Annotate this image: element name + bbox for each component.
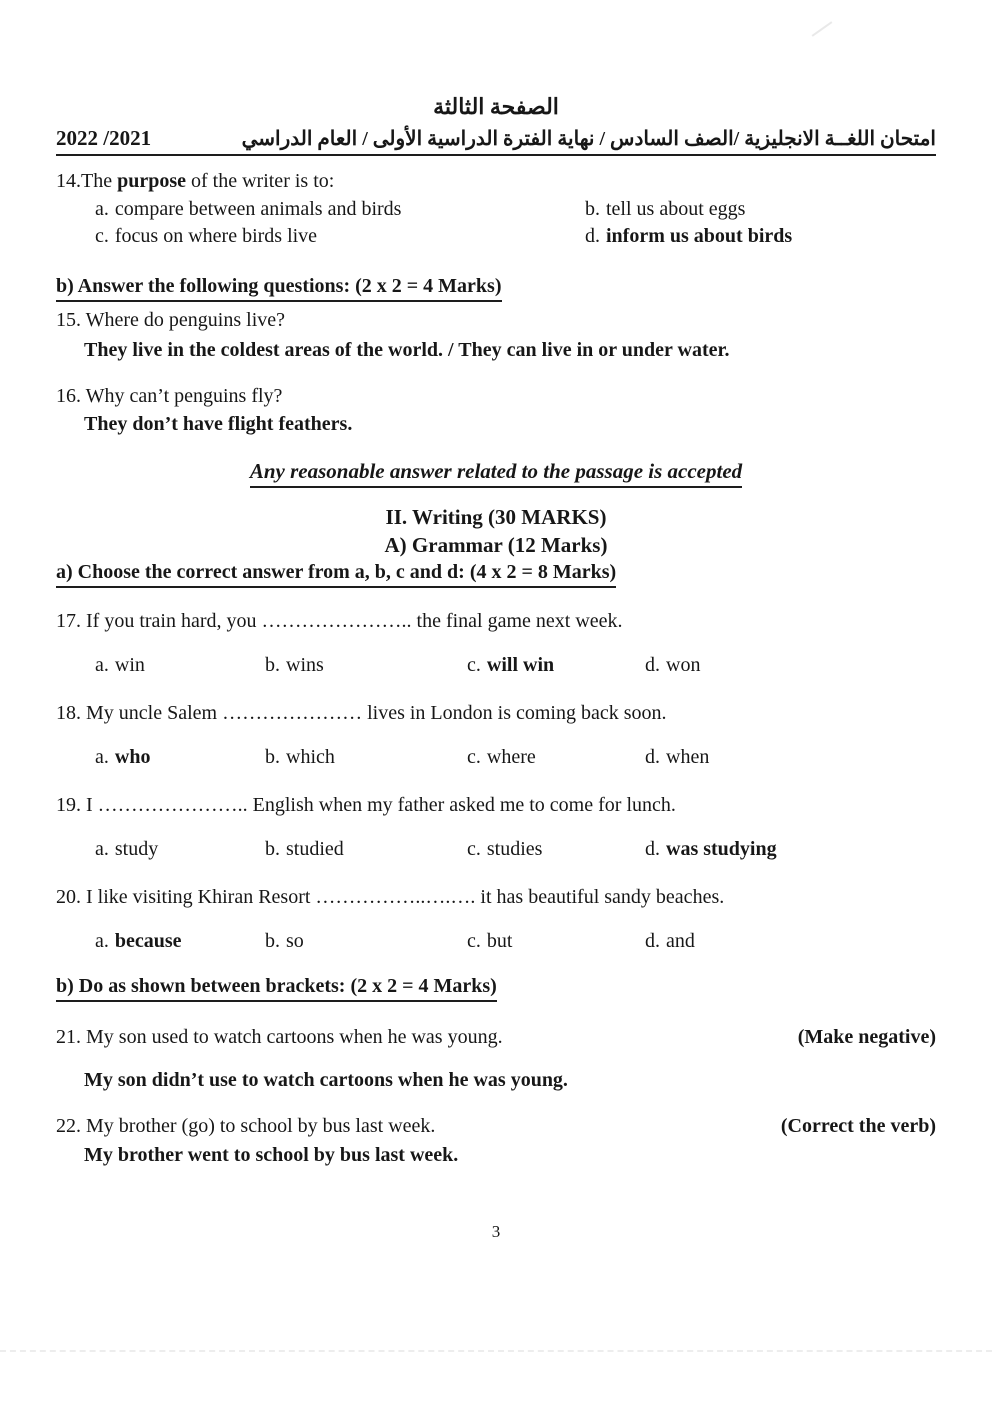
- question-22-row: [56, 1113, 936, 1140]
- option-text: win: [114, 654, 145, 676]
- writing-section-title: II. Writing (30 MARKS): [385, 505, 607, 529]
- page-number: 3: [491, 1222, 501, 1241]
- option-b: [585, 196, 936, 223]
- question-16-text: 16. Why can’t penguins fly?: [56, 385, 283, 407]
- option-text: which: [286, 746, 335, 768]
- note-wrap: [56, 459, 936, 488]
- option-text: studies: [486, 838, 543, 860]
- option-letter: a.: [95, 930, 109, 952]
- header-academic-year: 2022 /2021: [56, 126, 152, 150]
- option-letter: c.: [467, 838, 481, 860]
- option-text: will win: [486, 654, 555, 676]
- section-heading-wrap: [56, 974, 936, 1002]
- option-letter: b.: [265, 654, 280, 676]
- option-text: where: [486, 746, 536, 768]
- option-b: [265, 928, 467, 954]
- option-text: compare between animals and birds: [114, 198, 402, 220]
- question-20-text: 20. I like visiting Khiran Resort ……………..….…. it has beautiful sandy beaches.: [56, 886, 725, 908]
- option-text: studied: [286, 838, 344, 860]
- question-20-options: [56, 928, 936, 954]
- question-22-bracket-instruction: (Correct the verb): [780, 1115, 936, 1137]
- question-17-options: [56, 652, 936, 678]
- option-letter: c.: [467, 654, 481, 676]
- section-heading-do-as-shown: b) Do as shown between brackets: (2 x 2 = 4 Marks): [56, 974, 497, 1002]
- header-exam-info-row: [56, 126, 936, 156]
- question-21-row: [56, 1024, 936, 1051]
- option-text: so: [286, 930, 304, 952]
- option-letter: a.: [95, 838, 109, 860]
- option-text: tell us about eggs: [606, 198, 746, 220]
- option-b: [265, 652, 467, 678]
- option-a: [95, 744, 265, 770]
- option-d: [645, 928, 936, 954]
- option-d: [645, 836, 936, 862]
- option-text: focus on where birds live: [114, 225, 318, 247]
- option-letter: a.: [95, 198, 109, 220]
- question-19-text: 19. I ………………….. English when my father asked me to come for lunch.: [56, 794, 676, 816]
- option-c: [467, 652, 645, 678]
- option-text: won: [666, 654, 701, 676]
- option-letter: c.: [467, 746, 481, 768]
- question-16-answer: They don’t have flight feathers.: [84, 413, 353, 435]
- option-text: but: [486, 930, 513, 952]
- option-letter: d.: [645, 654, 660, 676]
- question-15-answer: They live in the coldest areas of the world. / They can live in or under water.: [84, 339, 730, 361]
- option-a: [95, 836, 265, 862]
- option-c: [467, 928, 645, 954]
- option-letter: b.: [265, 838, 280, 860]
- option-d: [645, 652, 936, 678]
- section-heading-wrap: [56, 560, 936, 588]
- option-d: [585, 223, 936, 250]
- option-letter: b.: [585, 198, 600, 220]
- option-letter: d.: [645, 838, 660, 860]
- option-text: and: [666, 930, 695, 952]
- note-any-reasonable-answer: Any reasonable answer related to the passage is accepted: [250, 459, 742, 488]
- question-22-text: 22. My brother (go) to school by bus last week.: [56, 1115, 436, 1137]
- question-14-suffix: of the writer is to:: [186, 170, 335, 192]
- section-heading-choose-correct: a) Choose the correct answer from a, b, c and d: (4 x 2 = 8 Marks): [56, 560, 616, 588]
- option-letter: a.: [95, 746, 109, 768]
- question-22-answer: My brother went to school by bus last week.: [84, 1144, 459, 1166]
- option-b: [265, 744, 467, 770]
- header-page-label-arabic: الصفحة الثالثة: [433, 94, 559, 119]
- grammar-section-title: A) Grammar (12 Marks): [384, 533, 608, 557]
- question-21-answer: My son didn’t use to watch cartoons when he was young.: [84, 1069, 568, 1091]
- option-a: [95, 928, 265, 954]
- option-c: [467, 744, 645, 770]
- question-21-text: 21. My son used to watch cartoons when he was young.: [56, 1026, 503, 1048]
- option-a: [95, 652, 265, 678]
- option-text: was studying: [666, 838, 777, 860]
- option-text: wins: [286, 654, 324, 676]
- question-18-options: [56, 744, 936, 770]
- question-21-bracket-instruction: (Make negative): [797, 1026, 936, 1048]
- option-text: when: [666, 746, 710, 768]
- option-a: [95, 196, 585, 223]
- option-letter: a.: [95, 654, 109, 676]
- option-c: [95, 223, 585, 250]
- option-letter: c.: [467, 930, 481, 952]
- question-15-text: 15. Where do penguins live?: [56, 309, 286, 331]
- scan-perforation-line: [0, 1350, 992, 1352]
- question-14-text: [56, 168, 936, 194]
- option-letter: d.: [645, 930, 660, 952]
- option-letter: d.: [645, 746, 660, 768]
- question-19-options: [56, 836, 936, 862]
- option-letter: b.: [265, 746, 280, 768]
- question-18-text: 18. My uncle Salem ………………… lives in London is coming back soon.: [56, 702, 667, 724]
- option-c: [467, 836, 645, 862]
- question-14-options: [56, 196, 936, 250]
- question-14-bold-word: purpose: [117, 170, 186, 192]
- option-text: because: [114, 930, 182, 952]
- option-text: study: [114, 838, 159, 860]
- option-letter: d.: [585, 225, 600, 247]
- header-exam-info-arabic: امتحان اللغــة الانجليزية /الصف السادس / نهاية الفترة الدراسية الأولى / العام الدراسي: [241, 128, 936, 150]
- option-b: [265, 836, 467, 862]
- section-heading-answer-questions: b) Answer the following questions: (2 x 2 = 4 Marks): [56, 274, 502, 302]
- question-14-prefix: 14.The: [56, 170, 118, 192]
- option-letter: c.: [95, 225, 109, 247]
- option-text: who: [114, 746, 151, 768]
- option-letter: b.: [265, 930, 280, 952]
- question-17-text: 17. If you train hard, you ………………….. the final game next week.: [56, 610, 623, 632]
- section-heading-wrap: [56, 274, 936, 302]
- option-text: inform us about birds: [606, 225, 793, 247]
- option-d: [645, 744, 936, 770]
